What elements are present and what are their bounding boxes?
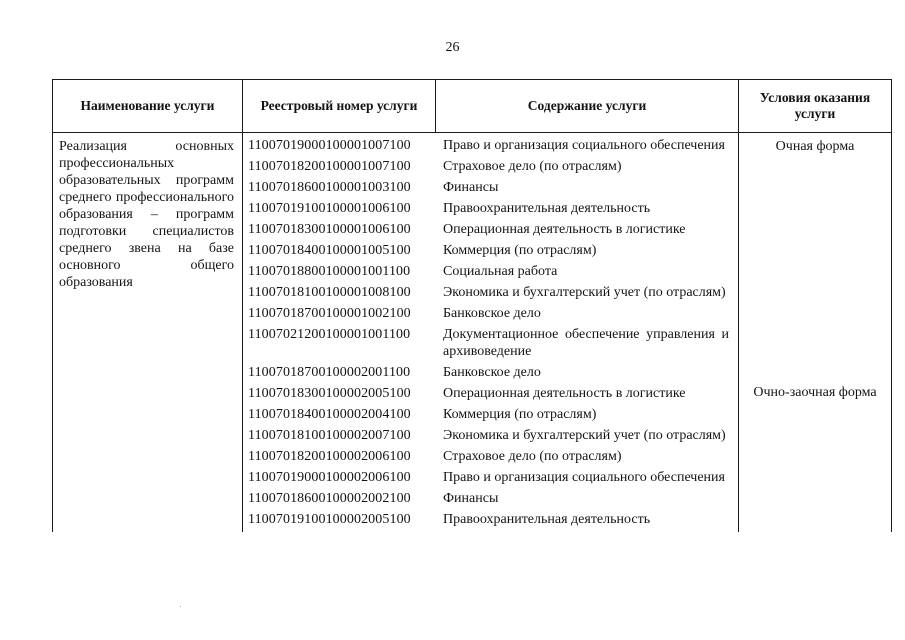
table-row — [243, 242, 738, 259]
registry-number: 11007019100100001006100 — [248, 201, 411, 216]
service-content: Экономика и бухгалтерский учет (по отраслям) — [443, 285, 726, 300]
service-content: Социальная работа — [443, 264, 558, 279]
table-row — [243, 200, 738, 217]
registry-number: 11007019000100002006100 — [248, 470, 411, 485]
header-service-name: Наименование услуги — [53, 80, 243, 133]
registry-number: 11007018100100002007100 — [248, 428, 411, 443]
registry-number: 11007018700100001002100 — [248, 306, 411, 321]
registry-number: 11007018800100001001100 — [248, 264, 411, 279]
registry-content-cell — [243, 133, 739, 533]
service-content: Правоохранительная деятельность — [443, 201, 651, 216]
service-content: Операционная деятельность в логистике — [443, 386, 686, 401]
services-table — [52, 79, 892, 532]
registry-number: 11007019000100001007100 — [248, 138, 411, 153]
registry-number: 11007018100100001008100 — [248, 285, 411, 300]
registry-number: 11007018300100001006100 — [248, 222, 411, 237]
service-content: Финансы — [443, 491, 499, 506]
service-content: Экономика и бухгалтерский учет (по отраслям) — [443, 428, 726, 443]
header-service-conditions: Условия оказания услуги — [739, 80, 892, 133]
page-number: 26 — [445, 40, 460, 55]
condition-part-time: Очно-заочная форма — [753, 385, 877, 400]
service-content: Операционная деятельность в логистике — [443, 222, 686, 237]
service-content: Коммерция (по отраслям) — [443, 407, 597, 422]
service-content: Финансы — [443, 180, 499, 195]
registry-number: 11007018700100002001100 — [248, 365, 411, 380]
table-row — [243, 137, 738, 154]
table-row — [243, 221, 738, 238]
registry-number: 11007018600100001003100 — [248, 180, 411, 195]
table-row — [243, 511, 738, 528]
conditions-cell — [739, 133, 892, 533]
condition-full-time: Очная форма — [775, 139, 855, 154]
table-header — [53, 80, 892, 133]
registry-number: 11007018300100002005100 — [248, 386, 411, 401]
registry-number: 11007021200100001001100 — [248, 327, 411, 342]
registry-number: 11007019100100002005100 — [248, 512, 411, 527]
header-service-content: Содержание услуги — [436, 80, 739, 133]
registry-number: 11007018600100002002100 — [248, 491, 411, 506]
service-content: Документационное обеспечение управления и архивоведение — [443, 327, 729, 359]
service-entries — [243, 137, 738, 528]
registry-number: 11007018200100001007100 — [248, 159, 411, 174]
table-row — [243, 427, 738, 444]
service-content: Право и организация социального обеспечения — [443, 138, 725, 153]
service-content: Банковское дело — [443, 306, 541, 321]
table-row — [243, 406, 738, 423]
service-content: Правоохранительная деятельность — [443, 512, 651, 527]
service-name: Реализация основных профессиональных образовательных программ среднего профессионального образования – программ подготовки специалистов среднего звена на базе основного общего образования — [59, 139, 234, 290]
table-row — [243, 448, 738, 465]
service-content: Страховое дело (по отраслям) — [443, 449, 622, 464]
registry-number: 11007018400100001005100 — [248, 243, 411, 258]
table-row — [243, 179, 738, 196]
header-registry-number: Реестровый номер услуги — [243, 80, 436, 133]
service-content: Страховое дело (по отраслям) — [443, 159, 622, 174]
table-row — [243, 305, 738, 322]
service-content: Право и организация социального обеспечения — [443, 470, 725, 485]
table-row — [243, 284, 738, 301]
scan-speck — [180, 606, 181, 607]
table-row — [243, 158, 738, 175]
service-name-cell — [53, 133, 243, 533]
table-row — [243, 469, 738, 486]
table-row — [243, 385, 738, 402]
registry-number: 11007018200100002006100 — [248, 449, 411, 464]
table-row — [243, 490, 738, 507]
service-content: Банковское дело — [443, 365, 541, 380]
registry-number: 11007018400100002004100 — [248, 407, 411, 422]
table-row — [243, 263, 738, 280]
table-row — [243, 364, 738, 381]
table-row — [243, 326, 738, 360]
service-content: Коммерция (по отраслям) — [443, 243, 597, 258]
